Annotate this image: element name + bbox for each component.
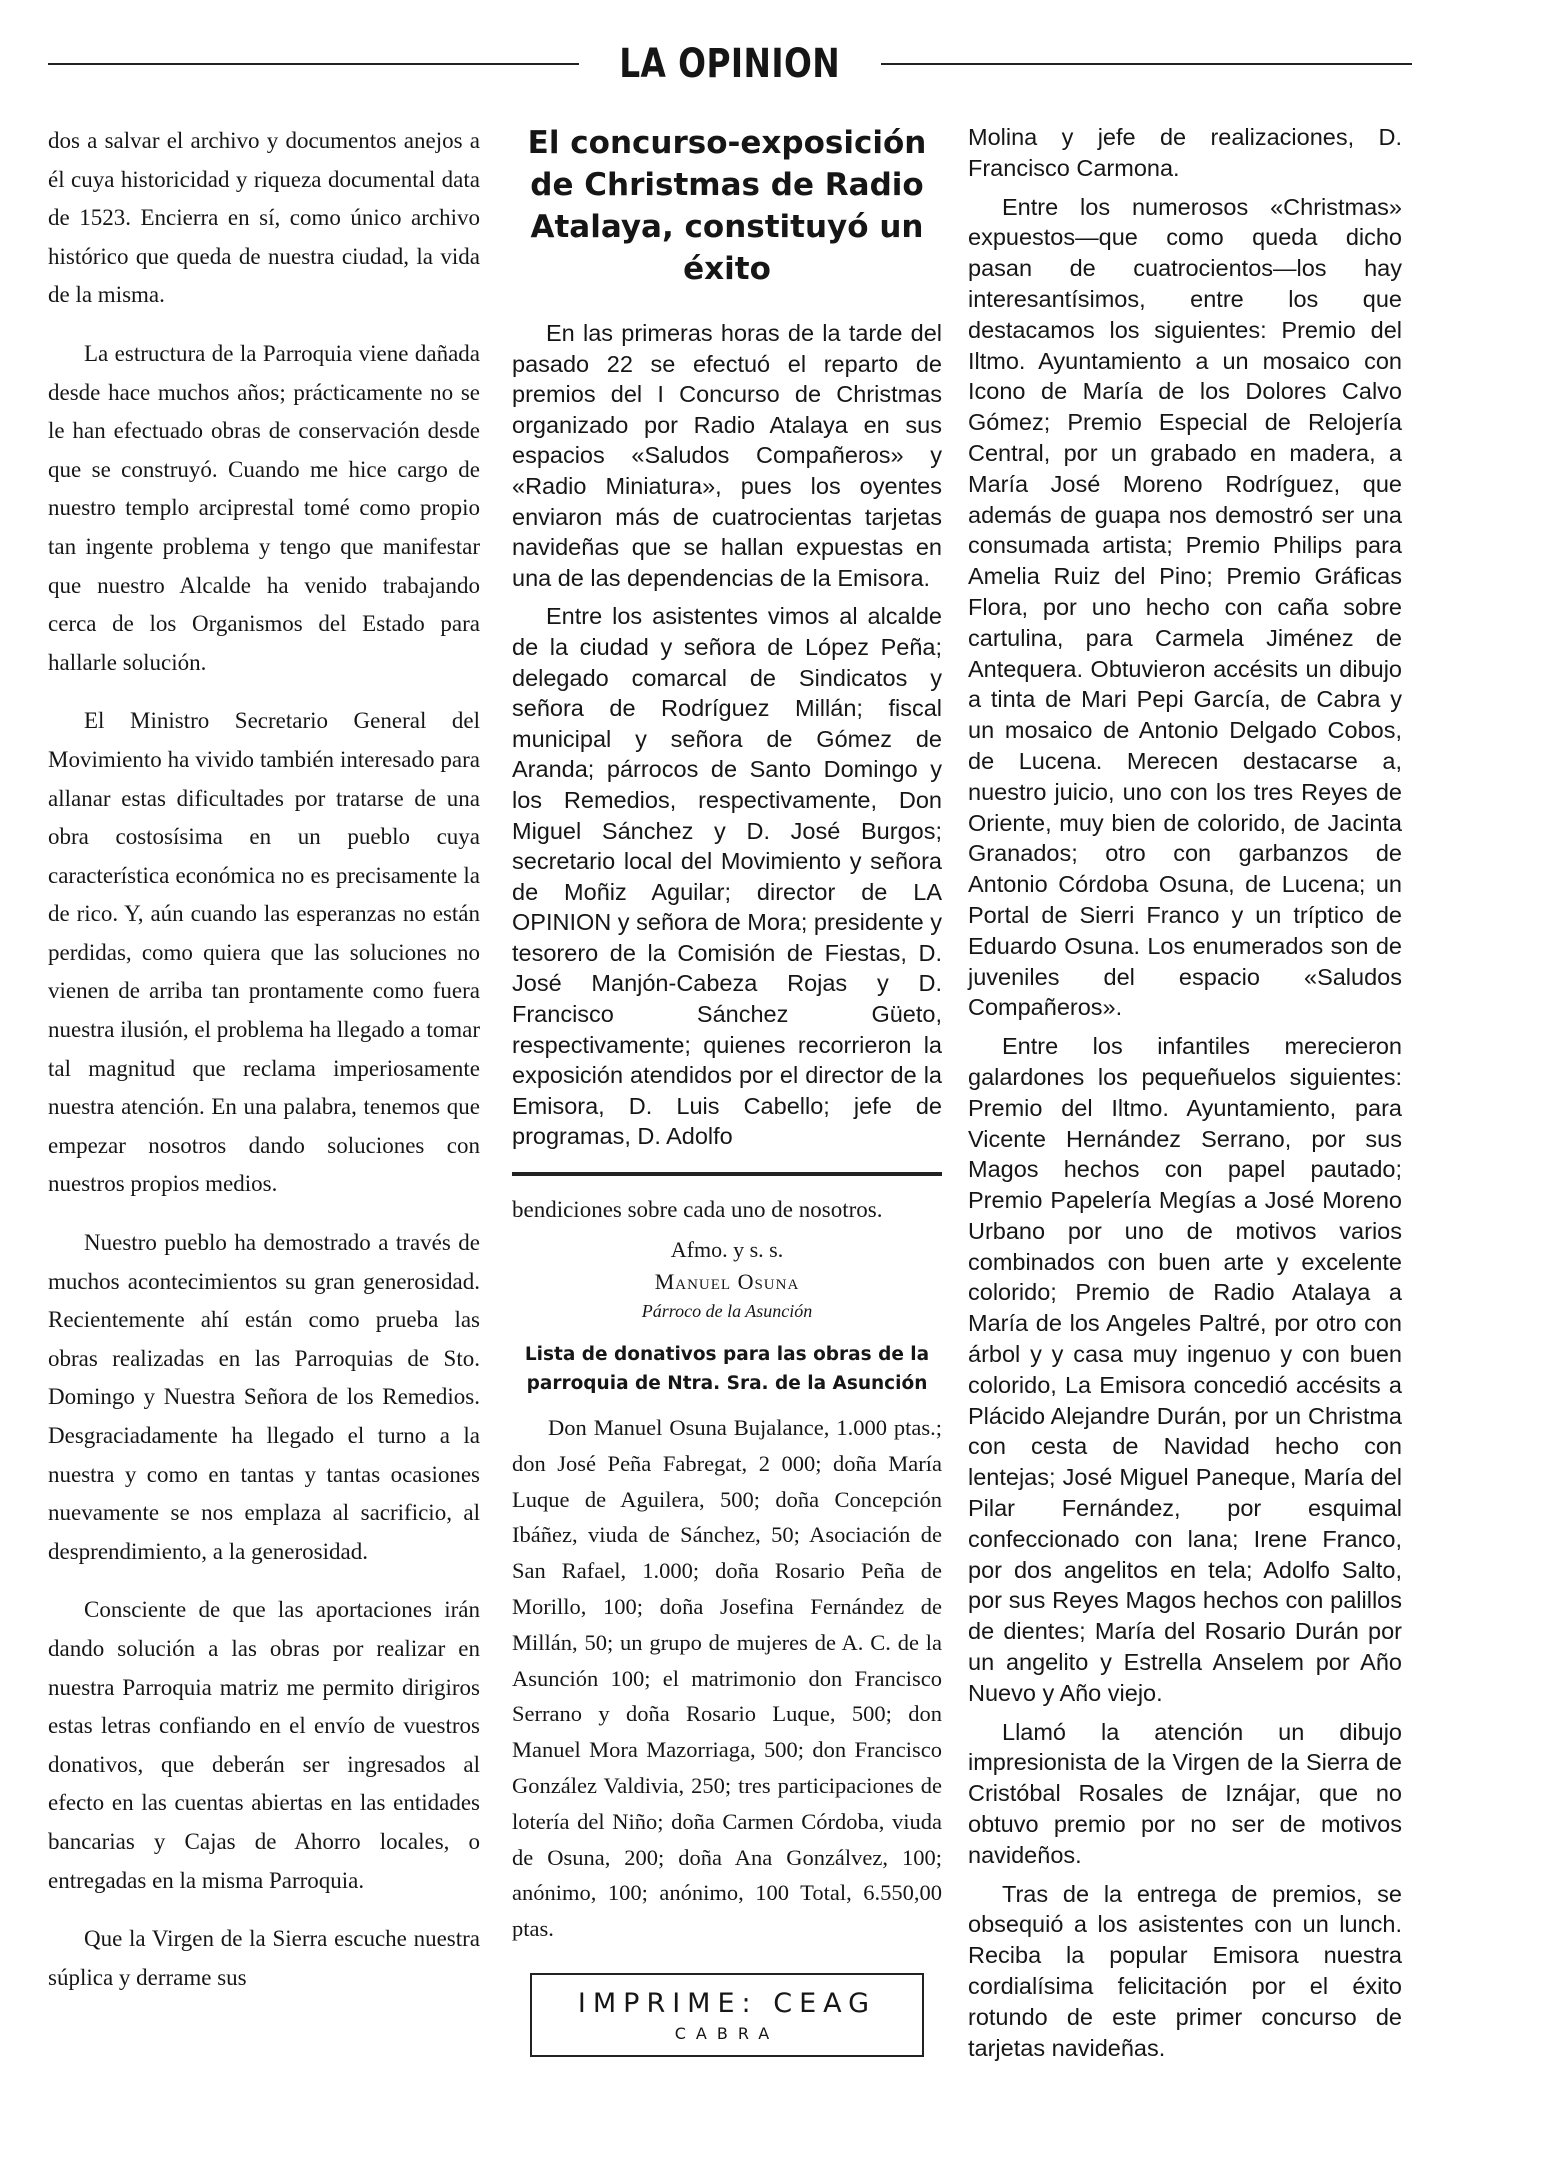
printer-imprint-box — [530, 1973, 924, 2057]
imprint-city: CABRA — [674, 2023, 780, 2043]
paragraph: Entre los infantiles merecieron galardones los pequeñuelos siguientes: Premio del Iltmo. Ayuntamiento, para Vicente Hernández Serrano, por sus Magos hechos con papel pautado; Premio Papelería Megías a José Moreno Urbano por uno de motivos varios combinados con buen arte y excelente colorido; Premio de Radio Atalaya a María de los Angeles Paltré, por otro con árbol y y casa muy ingenuo y con buen colorido, La Emisora concedió accésits a Plácido Alejandre Durán, por un Christma con cesta de Navidad hecho con lentejas; José Miguel Paneque, María del Pilar Fernández, por esquimal confeccionado con lana; Irene Franco, por dos angelitos en tela; Adolfo Salto, por sus Reyes Magos hechos con palillos de dientes; María del Rosario Durán por un angelito y Estrella Anselem por Año Nuevo y Año viejo. — [968, 1033, 1402, 1706]
paragraph: Entre los numerosos «Christmas» expuestos—que como queda dicho pasan de cuatrocientos—los hay interesantísimos, entre los que destacamos los siguientes: Premio del Iltmo. Ayuntamiento a un mosaico con Icono de María de los Dolores Calvo Gómez; Premio Especial de Relojería Central, por un grabado en madera, a María José Moreno Rodríguez, que además de guapa nos demostró ser una consumada artista; Premio Philips para Amelia Ruiz del Pino; Premio Gráficas Flora, por uno hecho con caña sobre cartulina, para Carmela Jiménez de Antequera. Obtuvieron accésits un dibujo a tinta de Mari Pepi García, de Cabra y un mosaico de Antonio Delgado Cobos, de Lucena. Merecen destacarse a, nuestro juicio, uno con los tres Reyes de Oriente, muy bien de colorido, de Jacinta Granados; otro con garbanzos de Antonio Córdoba Osuna, de Lucena; un Portal de Sierri Franco y un tríptico de Eduardo Osuna. Los enumerados son de juveniles del espacio «Saludos Compañeros». — [968, 193, 1402, 1021]
letter-ending — [512, 1192, 942, 1324]
masthead-rule-left — [48, 63, 579, 65]
section-divider — [512, 1172, 942, 1176]
paragraph: bendiciones sobre cada uno de nosotros. — [512, 1197, 883, 1223]
paragraph: En las primeras horas de la tarde del pasado 22 se efectuó el reparto de premios del I Concurso de Christmas organizado por Radio Atalaya en sus espacios «Saludos Compañeros» y «Radio Miniatura», pues los oyentes enviaron más de cuatrocientas tarjetas navideñas que se hallan expuestas en una de las dependencias de la Emisora. — [512, 320, 942, 591]
paragraph: dos a salvar el archivo y documentos anejos a él cuya historicidad y riqueza documental data de 1523. Encierra en sí, como único archivo histórico que queda de nuestra ciudad, la vida de la misma. — [48, 128, 480, 308]
paragraph: Molina y jefe de realizaciones, D. Francisco Carmona. — [968, 124, 1402, 181]
masthead — [48, 38, 1412, 90]
column-3-article-continuation — [968, 122, 1402, 2063]
signature-name: Manuel Osuna — [654, 1269, 800, 1295]
article-headline: El concurso-exposición de Christmas de Radio Atalaya, constituyó un éxito — [527, 125, 927, 287]
signature-block — [512, 1234, 942, 1324]
paragraph: Entre los asistentes vimos al alcalde de la ciudad y señora de López Peña; delegado comarcal de Sindicatos y señora de Rodríguez Millán; fiscal municipal y señora de Gómez de Aranda; párrocos de Santo Domingo y los Remedios, respectivamente, Don Miguel Sánchez y D. José Burgos; secretario local del Movimiento y señora de Moñiz Aguilar; director de LA OPINION y señora de Mora; presidente y tesorero de la Comisión de Fiestas, D. José Manjón-Cabeza Rojas y D. Francisco Sánchez Güeto, respectivamente; quienes recorrieron la exposición atendidos por el director de la Emisora, D. Luis Cabello; jefe de programas, D. Adolfo — [512, 603, 942, 1150]
article-body — [512, 318, 942, 1152]
paragraph: Que la Virgen de la Sierra escuche nuestra súplica y derrame sus — [48, 1926, 480, 1990]
paragraph: Tras de la entrega de premios, se obsequió a los asistentes con un lunch. Reciba la popular Emisora nuestra cordialísima felicitación por el éxito rotundo de este primer concurso de tarjetas navideñas. — [968, 1880, 1402, 2061]
signature-role: Párroco de la Asunción — [641, 1301, 813, 1322]
paragraph: Llamó la atención un dibujo impresionista de la Virgen de la Sierra de Cristóbal Rosales de Iznájar, que no obtuvo premio por no ser de motivos navideños. — [968, 1718, 1402, 1868]
newspaper-title: LA OPINION — [619, 41, 841, 87]
paragraph: El Ministro Secretario General del Movimiento ha vivido también interesado para allanar estas dificultades por tratarse de una obra costosísima en un pueblo cuya característica económica no es precisamente la de rico. Y, aún cuando las esperanzas no están perdidas, como quiera que las soluciones no vienen de arriba tan prontamente como fuera nuestra ilusión, el problema ha llegado a tomar tal magnitud que reclama imperiosamente nuestra atención. En una palabra, tenemos que empezar nosotros dando soluciones con nuestros propios medios. — [48, 708, 480, 1197]
paragraph: La estructura de la Parroquia viene dañada desde hace muchos años; prácticamente no se le han efectuado obras de conservación desde que se construyó. Cuando me hice cargo de nuestro templo arciprestal tomé como propio tan ingente problema y tengo que manifestar que nuestro Alcalde ha venido trabajando cerca de los Organismos del Estado para hallarle solución. — [48, 340, 480, 675]
masthead-rule-right — [881, 63, 1412, 65]
column-2 — [512, 122, 942, 2057]
donations-text: Don Manuel Osuna Bujalance, 1.000 ptas.; don José Peña Fabregat, 2 000; doña María Luque de Aguilera, 500; doña Concepción Ibáñez, viuda de Sánchez, 50; Asociación de San Rafael, 1.000; doña Rosario Peña de Morillo, 100; doña Josefina Fernández de Millán, 50; un grupo de mujeres de A. C. de la Asunción 100; el matrimonio don Francisco Serrano y doña Rosario Luque, 500; don Manuel Mora Mazorriaga, 500; don Francisco González Valdivia, 250; tres participaciones de lotería del Niño; doña Carmen Córdoba, viuda de Osuna, 200; doña Ana Gonzálvez, 100; anónimo, 100; anónimo, 100 Total, 6.550,00 ptas. — [512, 1415, 942, 1942]
paragraph: Nuestro pueblo ha demostrado a través de muchos acontecimientos su gran generosidad. Recientemente ahí están como prueba las obras realizadas en las Parroquias de Sto. Domingo y Nuestra Señora de los Remedios. Desgraciadamente ha llegado el turno a la nuestra y como en tantas y tantas ocasiones nuevamente se nos emplaza al sacrificio, al desprendimiento, a la generosidad. — [48, 1230, 480, 1564]
column-1-parish-letter — [48, 122, 480, 1997]
donations-title: Lista de donativos para las obras de la parroquia de Ntra. Sra. de la Asunción — [524, 1344, 930, 1395]
closing-formula: Afmo. y s. s. — [670, 1237, 784, 1263]
imprint-printer: IMPRIME: CEAG — [577, 1987, 877, 2019]
paragraph: Consciente de que las aportaciones irán dando solución a las obras por realizar en nuestra Parroquia matriz me permito dirigiros estas letras confiando en el envío de vuestros donativos, que deberán ser ingresados al efecto en las cuentas abiertas en las entidades bancarias y Cajas de Ahorro locales, o entregadas en la misma Parroquia. — [48, 1597, 480, 1893]
donations-list — [512, 1410, 942, 1947]
